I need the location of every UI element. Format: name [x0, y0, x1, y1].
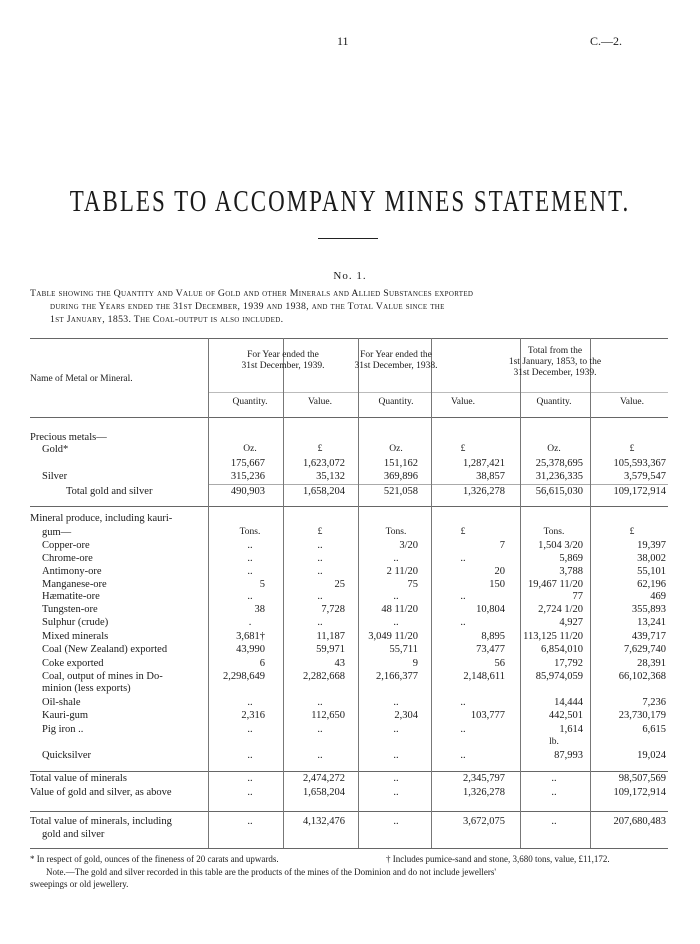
table-cell: .. [317, 591, 323, 602]
table-cell: 2,304 [394, 710, 418, 721]
table-cell: 14,444 [554, 697, 583, 708]
value-header: Value. [450, 397, 475, 407]
table-cell: £ [460, 527, 466, 537]
value-header: Value. [619, 397, 644, 407]
table-cell: .. [247, 566, 253, 577]
table-cell: .. [393, 773, 399, 784]
table-row-label: Pig iron .. [42, 724, 84, 735]
table-cell: .. [551, 773, 557, 784]
table-cell: lb. [549, 737, 559, 747]
column-group-header-line1: For Year ended the [247, 350, 319, 360]
table-cell: 2,166,377 [376, 671, 418, 682]
table-cell: 19,397 [637, 540, 666, 551]
table-cell: 2,298,649 [223, 671, 265, 682]
table-cell: 19,024 [637, 750, 666, 761]
table-row-label: Coal (New Zealand) exported [42, 644, 168, 655]
table-cell: 98,507,569 [618, 773, 666, 784]
table-cell: 5,869 [559, 553, 583, 564]
table-cell: Tons. [385, 527, 407, 537]
table-cell: 103,777 [470, 710, 505, 721]
table-cell: 355,893 [631, 604, 666, 615]
table-cell: 521,058 [383, 486, 418, 497]
table-cell: 6,854,010 [541, 644, 583, 655]
table-row-label: Sulphur (crude) [42, 617, 109, 628]
table-cell: 4,132,476 [303, 816, 345, 827]
table-cell: £ [317, 527, 323, 537]
table-cell: .. [317, 540, 323, 551]
table-cell: .. [247, 591, 253, 602]
table-cell: 1,658,204 [303, 486, 345, 497]
table-cell: .. [393, 787, 399, 798]
table-cell: 112,650 [311, 710, 345, 721]
value-header: Value. [307, 397, 332, 407]
table-cell: 2 11/20 [386, 566, 418, 577]
table-cell: .. [551, 816, 557, 827]
table-row-label: gold and silver [42, 829, 105, 840]
table-bottom-rule [30, 848, 668, 849]
table-cell: 109,172,914 [613, 486, 666, 497]
description-line-1: Table showing the Quantity and Value of Gold and other Minerals and Allied Substances exported [30, 288, 474, 299]
table-cell: £ [629, 444, 635, 454]
table-cell: 55,101 [637, 566, 666, 577]
table-cell: .. [393, 816, 399, 827]
table-cell: 25,378,695 [535, 458, 583, 469]
table-header-rule [30, 417, 668, 418]
table-top-rule [30, 338, 668, 339]
table-row-label: Value of gold and silver, as above [30, 787, 172, 798]
table-cell: .. [393, 553, 399, 564]
table-cell: .. [460, 724, 466, 735]
table-cell: 1,326,278 [463, 787, 505, 798]
table-cell: 3,049 11/20 [368, 631, 418, 642]
table-cell: 1,658,204 [303, 787, 345, 798]
table-cell: .. [247, 540, 253, 551]
table-cell: 59,971 [316, 644, 345, 655]
table-cell: 56,615,030 [535, 486, 583, 497]
table-cell: 55,711 [389, 644, 418, 655]
table-row-label: Total value of minerals [30, 773, 127, 784]
table-cell: 3,579,547 [624, 471, 666, 482]
document-reference: C.—2. [590, 34, 623, 48]
table-cell: 469 [650, 591, 666, 602]
table-cell: 2,316 [241, 710, 265, 721]
table-cell: £ [460, 444, 466, 454]
table-row-label: Copper-ore [42, 540, 90, 551]
table-cell: .. [247, 553, 253, 564]
table-row-label: Total gold and silver [66, 486, 153, 497]
table-row-label: Quicksilver [42, 750, 91, 761]
title-divider [318, 238, 378, 239]
table-row-label: Antimony-ore [42, 566, 102, 577]
table-cell: .. [247, 787, 253, 798]
table-cell: 13,241 [637, 617, 666, 628]
total-gold-bottom-rule [30, 506, 668, 507]
table-row-label: Hæmatite-ore [42, 591, 100, 602]
table-cell: .. [247, 697, 253, 708]
footnote-mixed-minerals: † Includes pumice-sand and stone, 3,680 tons, value, £11,172. [386, 854, 610, 864]
table-cell: 369,896 [383, 471, 418, 482]
subheader-rule [208, 392, 668, 393]
table-cell: 113,125 11/20 [523, 631, 583, 642]
table-cell: 73,477 [476, 644, 505, 655]
table-cell: 105,593,367 [613, 458, 666, 469]
table-row-label: Mineral produce, including kauri- [30, 513, 173, 524]
table-cell: 8,895 [481, 631, 505, 642]
table-cell: 490,903 [230, 486, 265, 497]
total-gold-top-rule [208, 484, 668, 485]
table-cell: 20 [494, 566, 505, 577]
table-cell: 151,162 [383, 458, 418, 469]
table-cell: .. [460, 697, 466, 708]
description-line-2: during the Years ended the 31st December, 1939 and 1938, and the Total Value since the [50, 301, 445, 312]
table-cell: 207,680,483 [613, 816, 666, 827]
table-row-label: Chrome-ore [42, 553, 93, 564]
table-cell: 77 [572, 591, 583, 602]
table-cell: 150 [489, 579, 505, 590]
table-number: No. 1. [333, 270, 367, 282]
table-cell: .. [393, 591, 399, 602]
table-cell: £ [629, 527, 635, 537]
table-cell: 17,792 [554, 658, 583, 669]
table-row-label: Manganese-ore [42, 579, 107, 590]
note-line-2: sweepings or old jewellery. [30, 879, 129, 889]
table-cell: 38 [254, 604, 265, 615]
table-cell: Oz. [243, 444, 257, 454]
table-cell: .. [317, 697, 323, 708]
quantity-header: Quantity. [536, 397, 572, 407]
table-cell: 48 11/20 [381, 604, 418, 615]
table-cell: 35,132 [316, 471, 345, 482]
table-cell: 1,614 [559, 724, 583, 735]
table-cell: Oz. [547, 444, 561, 454]
footnote-gold: * In respect of gold, ounces of the fineness of 20 carats and upwards. [30, 854, 279, 864]
table-cell: .. [393, 697, 399, 708]
column-group-header-line1: Total from the [527, 346, 583, 356]
table-cell: 1,326,278 [463, 486, 505, 497]
table-cell: 25 [334, 579, 345, 590]
table-row-label: Precious metals— [30, 432, 107, 443]
table-cell: .. [247, 773, 253, 784]
column-divider [208, 338, 209, 848]
table-row-label: Tungsten-ore [42, 604, 98, 615]
table-cell: .. [393, 750, 399, 761]
table-cell: .. [317, 553, 323, 564]
table-cell: 5 [259, 579, 265, 590]
table-cell: 1,504 3/20 [538, 540, 583, 551]
table-cell: 23,730,179 [618, 710, 666, 721]
minerals-bottom-rule [30, 771, 668, 772]
table-cell: 4,927 [559, 617, 583, 628]
table-cell: 2,724 1/20 [538, 604, 583, 615]
table-cell: 3,788 [559, 566, 583, 577]
table-cell: 43 [334, 658, 345, 669]
table-row-label: Total value of minerals, including [30, 816, 172, 827]
table-cell: . [248, 617, 252, 628]
table-cell: 9 [412, 658, 418, 669]
column-group-header-line1: For Year ended the [360, 350, 432, 360]
table-cell: 7,728 [321, 604, 345, 615]
column-group-header-line2: 1st January, 1853, to the [508, 357, 602, 367]
quantity-header: Quantity. [378, 397, 414, 407]
table-cell: .. [317, 724, 323, 735]
table-cell: 7 [499, 540, 505, 551]
table-cell: 66,102,368 [618, 671, 666, 682]
table-cell: 31,236,335 [535, 471, 583, 482]
table-cell: 85,974,059 [535, 671, 583, 682]
table-row-label: Coal, output of mines in Do- [42, 671, 163, 682]
column-group-header-line2: 31st December, 1939. [241, 361, 325, 371]
table-cell: 1,623,072 [303, 458, 345, 469]
table-cell: 2,345,797 [463, 773, 505, 784]
table-row-label: Mixed minerals [42, 631, 109, 642]
table-row-label: Coke exported [42, 658, 104, 669]
table-cell: Tons. [239, 527, 261, 537]
table-cell: 109,172,914 [613, 787, 666, 798]
table-cell: 11,187 [316, 631, 345, 642]
table-cell: .. [551, 787, 557, 798]
table-row-label: Oil-shale [42, 697, 81, 708]
table-cell: 315,236 [230, 471, 265, 482]
note-line-1: Note.—The gold and silver recorded in this table are the products of the mines of the Dominion and do not include jewellers' [46, 867, 496, 877]
page-title: TABLES TO ACCOMPANY MINES STATEMENT. [69, 184, 631, 218]
table-cell: 10,804 [476, 604, 505, 615]
table-cell: Oz. [389, 444, 403, 454]
table-cell: .. [393, 724, 399, 735]
table-cell: .. [247, 750, 253, 761]
table-cell: 2,282,668 [303, 671, 345, 682]
table-row-label: Silver [42, 471, 68, 482]
table-cell: 62,196 [637, 579, 666, 590]
table-cell: 6 [259, 658, 265, 669]
quantity-header: Quantity. [232, 397, 268, 407]
table-cell: 7,629,740 [624, 644, 666, 655]
table-cell: 6,615 [642, 724, 666, 735]
page-number: 11 [337, 34, 349, 48]
table-cell: 3/20 [399, 540, 418, 551]
table-row-label: minion (less exports) [42, 683, 131, 694]
totals-mid-rule [30, 811, 668, 812]
table-cell: 28,391 [637, 658, 666, 669]
table-row-label: Gold* [42, 444, 69, 455]
table-cell: .. [460, 553, 466, 564]
table-cell: 439,717 [631, 631, 666, 642]
table-cell: 75 [407, 579, 418, 590]
table-cell: .. [460, 591, 466, 602]
table-cell: 175,667 [230, 458, 265, 469]
column-group-header-line3: 31st December, 1939. [513, 368, 597, 378]
table-cell: 43,990 [236, 644, 265, 655]
table-cell: 1,287,421 [463, 458, 505, 469]
table-row-label: Kauri-gum [42, 710, 89, 721]
table-cell: .. [247, 816, 253, 827]
table-cell: .. [317, 750, 323, 761]
table-cell: 38,857 [476, 471, 505, 482]
table-cell: .. [460, 750, 466, 761]
table-row-label: gum— [42, 527, 72, 538]
table-cell: 2,148,611 [463, 671, 505, 682]
description-line-3: 1st January, 1853. The Coal-output is also included. [50, 314, 284, 325]
table-cell: 56 [494, 658, 505, 669]
table-cell: .. [460, 617, 466, 628]
table-cell: .. [247, 724, 253, 735]
name-column-header: Name of Metal or Mineral. [30, 374, 133, 384]
table-cell: 3,672,075 [463, 816, 505, 827]
table-description [30, 287, 668, 326]
table-cell: .. [393, 617, 399, 628]
table-cell: 19,467 11/20 [527, 579, 583, 590]
table-cell: Tons. [543, 527, 565, 537]
table-cell: 3,681† [236, 631, 265, 642]
table-cell: 2,474,272 [303, 773, 345, 784]
table-cell: 38,002 [637, 553, 666, 564]
table-cell: £ [317, 444, 323, 454]
table-cell: 442,501 [548, 710, 583, 721]
column-group-header-line2: 31st December, 1938. [354, 361, 438, 371]
table-cell: 87,993 [554, 750, 583, 761]
table-cell: .. [317, 617, 323, 628]
table-cell: .. [317, 566, 323, 577]
table-cell: 7,236 [642, 697, 666, 708]
